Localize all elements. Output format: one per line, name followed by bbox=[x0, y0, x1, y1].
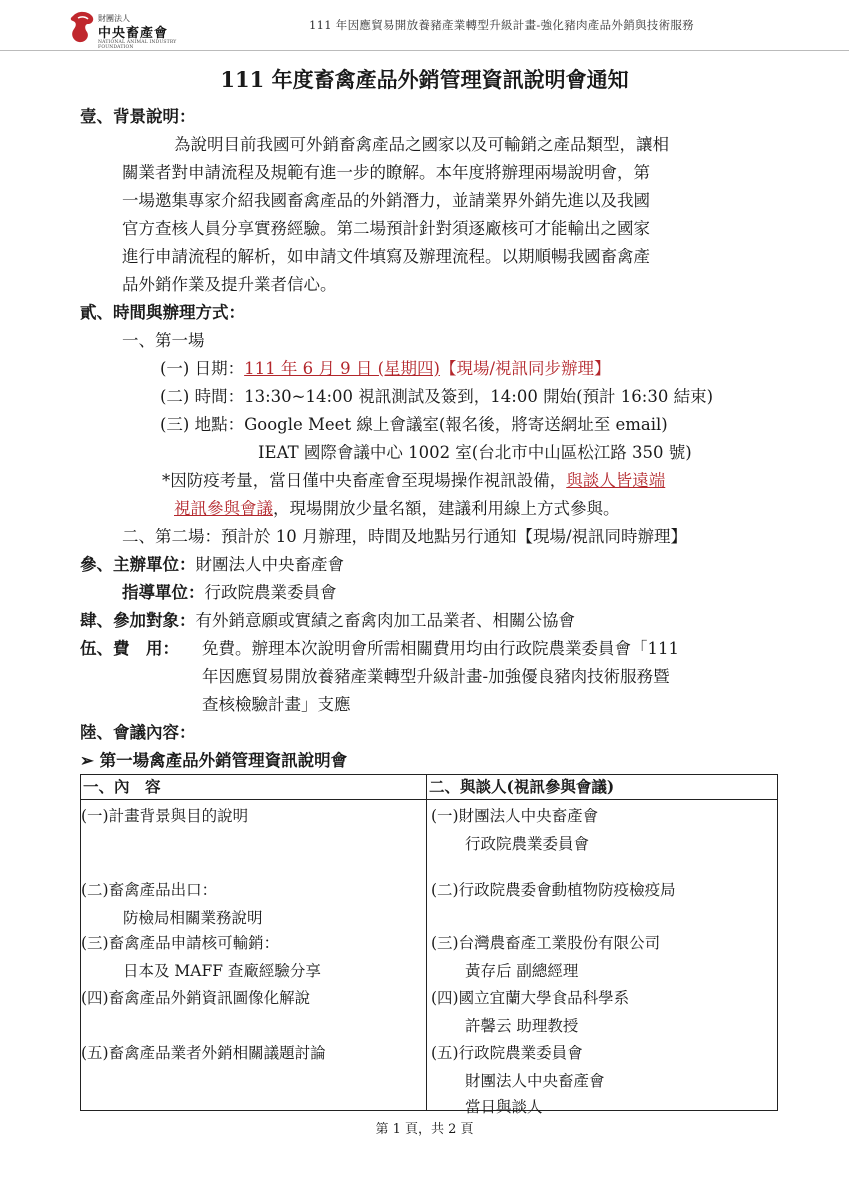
participants-value: 有外銷意願或實績之畜禽肉加工品業者、相關公協會 bbox=[195, 611, 575, 630]
speaker-org: (三)台灣農畜產工業股份有限公司 bbox=[431, 934, 661, 952]
speakers-cell bbox=[427, 800, 778, 1116]
speaker-name: 許馨云 助理教授 bbox=[465, 1017, 579, 1035]
fee-line: 查核檢驗計畫」支應 bbox=[202, 695, 351, 714]
section-1-line: 關業者對申請流程及規範有進一步的瞭解。本年度將辦理兩場說明會，第 bbox=[122, 163, 650, 182]
session-1-date bbox=[160, 355, 611, 379]
session-2-info: 二、第二場：預計於 10 月辦理，時間及地點另行通知【現場/視訊同時辦理】 bbox=[122, 527, 688, 546]
header-divider bbox=[0, 50, 849, 51]
section-1-line: 一場邀集專家介紹我國畜禽產品的外銷潛力，並請業界外銷先進以及我國 bbox=[122, 191, 650, 210]
date-mode: 【現場/視訊同步辦理】 bbox=[439, 359, 611, 378]
session-1-label: 一、第一場 bbox=[122, 331, 205, 350]
table-header-row bbox=[81, 775, 778, 800]
covid-note bbox=[162, 467, 665, 491]
speaker-org-detail: 行政院農業委員會 bbox=[465, 835, 590, 853]
speaker-name: 黃存后 副總經理 bbox=[465, 962, 579, 980]
organizer-row bbox=[80, 551, 344, 575]
speaker-org: (一)財團法人中央畜產會 bbox=[431, 807, 599, 825]
fee-line: 免費。辦理本次說明會所需相關費用均由行政院農業委員會「111 bbox=[202, 639, 679, 658]
agenda-item: (三)畜禽產品申請核可輸銷： bbox=[81, 934, 280, 952]
note-highlight: 與談人皆遠端 bbox=[566, 471, 666, 490]
date-value: 111 年 6 月 9 日 (星期四) bbox=[244, 359, 440, 378]
agenda-item: (五)畜禽產品業者外銷相關議題討論 bbox=[81, 1044, 326, 1062]
supervisor-label: 指導單位： bbox=[122, 583, 205, 602]
page-number: 第 1 頁，共 2 頁 bbox=[375, 1122, 474, 1137]
section-1-line: 為說明目前我國可外銷畜禽產品之國家以及可輸銷之產品類型，讓相 bbox=[174, 135, 669, 154]
speaker-org: (五)行政院農業委員會 bbox=[431, 1044, 583, 1062]
logo-name: 中央畜產會 bbox=[98, 26, 169, 41]
covid-note-cont bbox=[174, 495, 620, 519]
column-header-content: 一、內 容 bbox=[81, 775, 427, 800]
session-1-place-online: (三) 地點：Google Meet 線上會議室(報名後，將寄送網址至 email) bbox=[160, 415, 668, 434]
section-1-line: 進行申請流程的解析，如申請文件填寫及辦理流程。以期順暢我國畜禽產 bbox=[122, 247, 650, 266]
organizer-label: 參、主辦單位： bbox=[80, 555, 196, 574]
supervisor-value: 行政院農業委員會 bbox=[204, 583, 337, 602]
logo-english: NATIONAL ANIMAL INDUSTRY FOUNDATION bbox=[98, 40, 177, 50]
agenda-title-text: 第一場禽產品外銷管理資訊說明會 bbox=[99, 751, 348, 770]
logo-small-text: 財團法人 bbox=[98, 14, 130, 23]
table-row bbox=[81, 800, 778, 1111]
logo-mark-icon bbox=[70, 10, 96, 44]
agenda-item: (一)計畫背景與目的說明 bbox=[81, 807, 249, 825]
agenda-item: (二)畜禽產品出口： bbox=[81, 881, 218, 899]
session-1-place-venue: IEAT 國際會議中心 1002 室(台北市中山區松江路 350 號) bbox=[258, 443, 692, 462]
organizer-value: 財團法人中央畜產會 bbox=[195, 555, 344, 574]
section-1-line: 品外銷作業及提升業者信心。 bbox=[122, 275, 337, 294]
speaker-org: (二)行政院農委會動植物防疫檢疫局 bbox=[431, 881, 676, 899]
participants-row bbox=[80, 607, 575, 631]
agenda-item-detail: 防檢局相關業務說明 bbox=[123, 909, 263, 927]
column-header-speakers: 二、與談人(視訊參與會議) bbox=[427, 775, 778, 800]
arrow-bullet-icon: ➢ bbox=[80, 751, 100, 770]
participants-label: 肆、參加對象： bbox=[80, 611, 196, 630]
agenda-item: (四)畜禽產品外銷資訊圖像化解說 bbox=[81, 989, 311, 1007]
speaker-org: (四)國立宜蘭大學食品科學系 bbox=[431, 989, 630, 1007]
note-text: *因防疫考量，當日僅中央畜產會至現場操作視訊設備， bbox=[162, 471, 567, 490]
session-1-time: (二) 時間：13:30~14:00 視訊測試及簽到，14:00 開始(預計 16:30 結束) bbox=[160, 387, 713, 406]
date-label: (一) 日期： bbox=[160, 359, 245, 378]
section-1-heading: 壹、背景說明： bbox=[80, 107, 196, 126]
project-header: 111 年因應貿易開放養豬產業轉型升級計畫-強化豬肉產品外銷與技術服務 bbox=[309, 18, 694, 32]
section-6-heading: 陸、會議內容： bbox=[80, 723, 196, 742]
note-text: ，現場開放少量名額，建議利用線上方式參與。 bbox=[273, 499, 620, 518]
agenda-item-detail: 日本及 MAFF 查廠經驗分享 bbox=[123, 962, 321, 980]
session-1-agenda-title bbox=[80, 747, 347, 771]
section-2-heading: 貳、時間與辦理方式： bbox=[80, 303, 245, 322]
foundation-logo bbox=[70, 10, 180, 48]
section-1-line: 官方查核人員分享實務經驗。第二場預計針對須逐廠核可才能輸出之國家 bbox=[122, 219, 650, 238]
fee-label: 伍、費 用： bbox=[80, 639, 179, 658]
agenda-table bbox=[80, 774, 778, 1116]
content-cell bbox=[81, 800, 427, 1111]
page-title: 111 年度畜禽產品外銷管理資訊說明會通知 bbox=[220, 67, 629, 92]
fee-line: 年因應貿易開放養豬產業轉型升級計畫-加強優良豬肉技術服務暨 bbox=[202, 667, 670, 686]
speaker-org-detail: 當日與談人 bbox=[465, 1098, 543, 1116]
note-highlight: 視訊參與會議 bbox=[174, 499, 273, 518]
speaker-org-detail: 財團法人中央畜產會 bbox=[465, 1072, 605, 1090]
supervisor-row bbox=[122, 579, 337, 603]
